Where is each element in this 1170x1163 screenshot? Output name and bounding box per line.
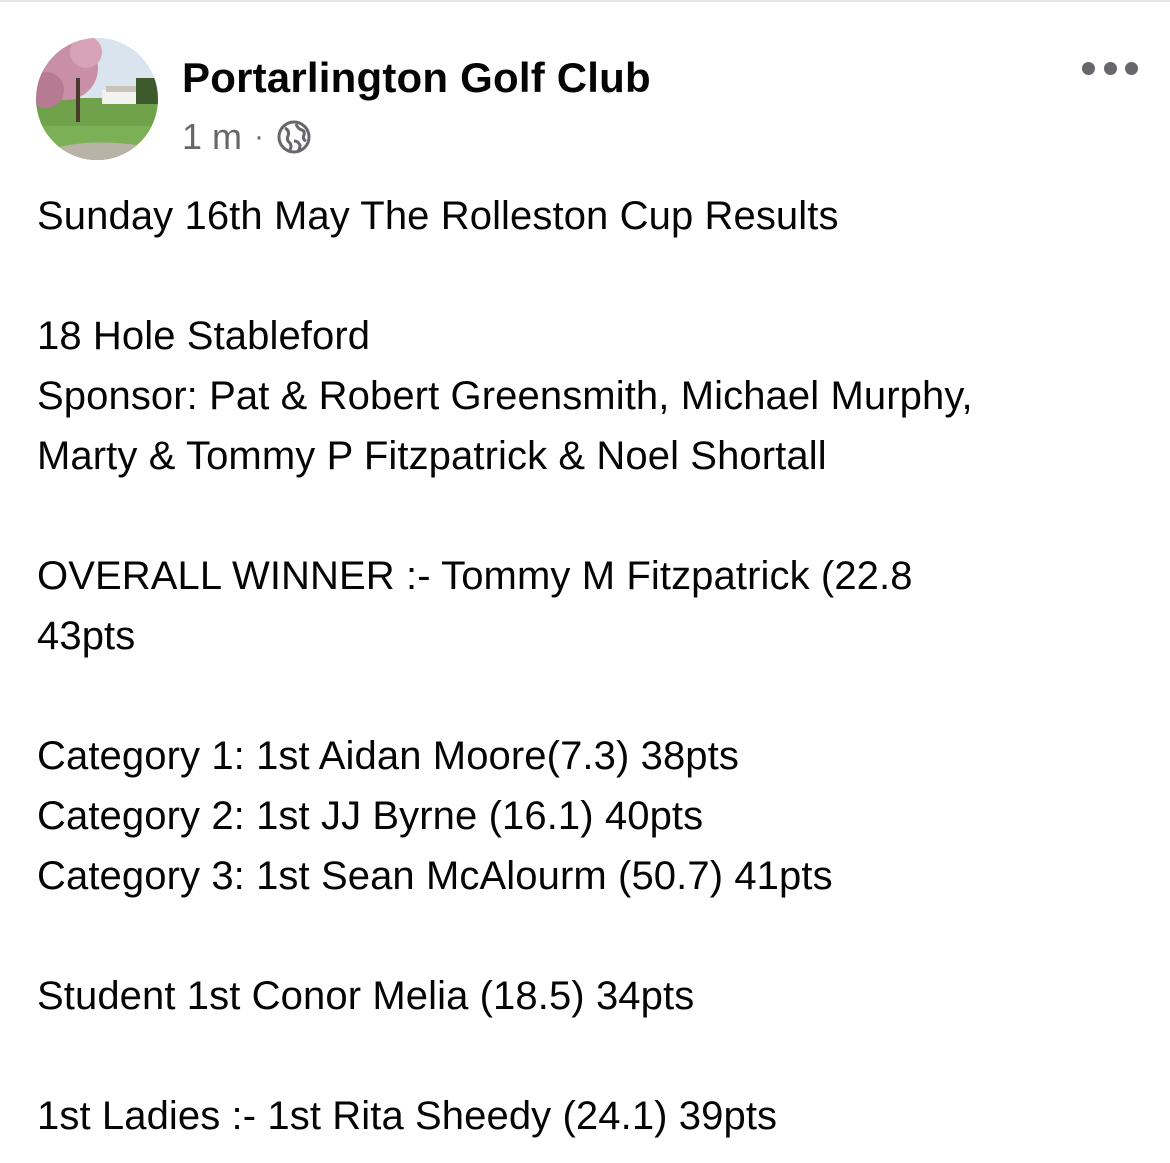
dot [1082,62,1095,75]
page-name[interactable]: Portarlington Golf Club [182,54,651,101]
globe-icon[interactable] [276,119,312,155]
sponsor-line-2: Marty & Tommy P Fitzpatrick & Noel Shortall [37,434,827,478]
post-body [37,186,1147,1146]
post-timestamp[interactable]: 1 m [182,116,243,157]
ladies-result: 1st Ladies :- 1st Rita Sheedy (24.1) 39pts [37,1094,778,1138]
competition-format: 18 Hole Stableford [37,314,371,358]
blank-line [37,906,1147,966]
overall-winner-line-1: OVERALL WINNER :- Tommy M Fitzpatrick (22.8 [37,554,913,598]
category-1-result: Category 1: 1st Aidan Moore(7.3) 38pts [37,734,739,778]
dot [1125,62,1138,75]
golf-course-avatar [36,38,158,160]
post-meta [182,116,312,158]
post-title: Sunday 16th May The Rolleston Cup Results [37,194,839,238]
student-result: Student 1st Conor Melia (18.5) 34pts [37,974,695,1018]
meta-separator: · [254,120,265,153]
sponsor-line-1: Sponsor: Pat & Robert Greensmith, Michael Murphy, [37,374,973,418]
blank-line [37,246,1147,306]
overall-winner-line-2: 43pts [37,614,136,658]
page-avatar[interactable] [36,38,158,160]
category-2-result: Category 2: 1st JJ Byrne (16.1) 40pts [37,794,704,838]
blank-line [37,1026,1147,1086]
top-divider [0,0,1170,2]
dot [1104,62,1117,75]
blank-line [37,486,1147,546]
category-3-result: Category 3: 1st Sean McAlourm (50.7) 41pts [37,854,833,898]
blank-line [37,666,1147,726]
more-options-icon[interactable] [1082,56,1138,80]
